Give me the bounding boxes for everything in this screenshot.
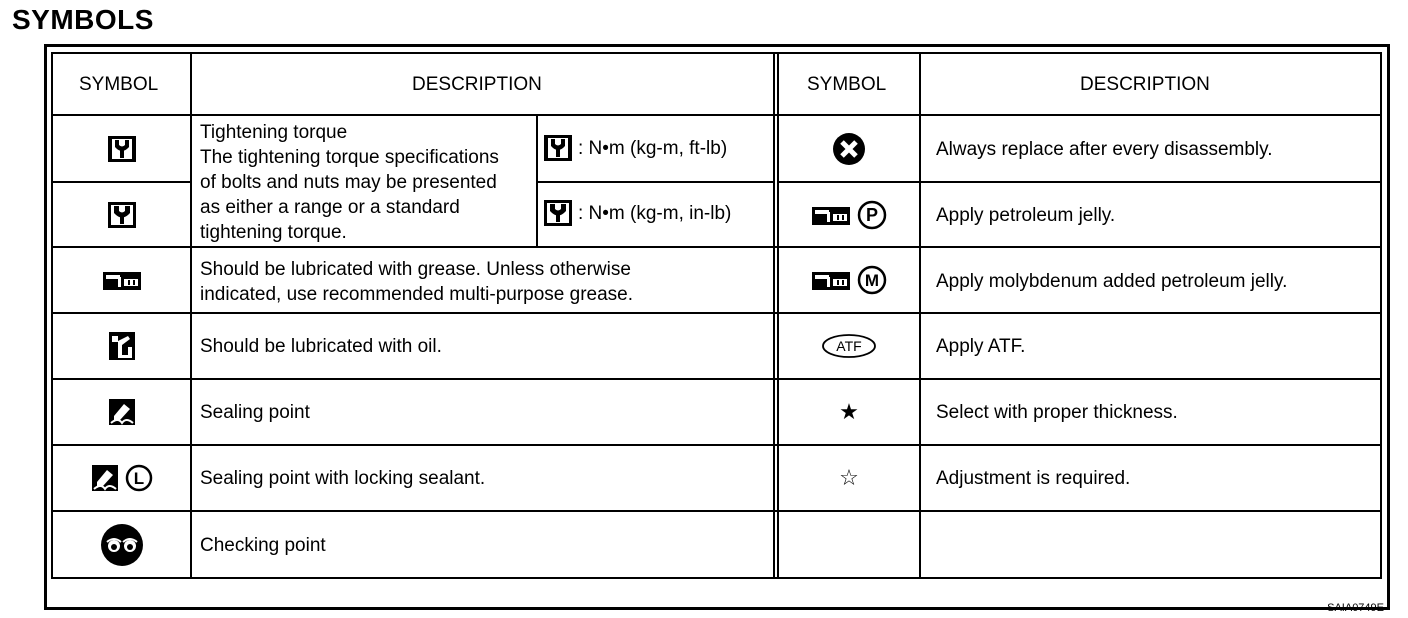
- atf-icon: [779, 314, 919, 378]
- right-description-header: DESCRIPTION: [1080, 74, 1210, 95]
- oil-description: Should be lubricated with oil.: [200, 336, 442, 357]
- svg-text:P: P: [865, 204, 879, 225]
- atf-description: Apply ATF.: [936, 336, 1026, 357]
- adjustment-description: Adjustment is required.: [936, 468, 1131, 489]
- oil-can-icon: [53, 314, 190, 378]
- thickness-description: Select with proper thickness.: [936, 402, 1178, 423]
- torque-unit-icon-closed: [543, 199, 573, 227]
- filled-star-icon: ★: [839, 399, 859, 424]
- locking-circle-icon: [125, 464, 153, 492]
- sealant-icon: [53, 380, 190, 444]
- checking-eyes-icon: [53, 512, 190, 577]
- grease-description-line2: indicated, use recommended multi-purpose grease.: [200, 284, 634, 305]
- sealant-locking-icon: [53, 446, 190, 510]
- sealing-description: Sealing point: [200, 402, 310, 423]
- svg-text:M: M: [864, 271, 880, 290]
- grease-gun-icon: [53, 248, 190, 312]
- molybdenum-jelly-description: Apply molybdenum added petroleum jelly.: [936, 271, 1288, 292]
- left-symbol-header: SYMBOL: [79, 74, 159, 95]
- torque-wrench-closed-icon: [53, 183, 190, 246]
- grease-description-line1: Should be lubricated with grease. Unless otherwise: [200, 259, 631, 280]
- replace-x-icon: [779, 116, 919, 181]
- petroleum-jelly-icon: [779, 183, 919, 246]
- page-title: SYMBOLS: [12, 4, 154, 35]
- svg-text:L: L: [133, 469, 144, 488]
- petroleum-jelly-description: Apply petroleum jelly.: [936, 205, 1116, 226]
- left-description-header: DESCRIPTION: [412, 74, 542, 95]
- checking-description: Checking point: [200, 535, 326, 556]
- torque-unit-ftlb: : N•m (kg-m, ft-lb): [578, 138, 728, 159]
- outline-star-icon: ☆: [839, 465, 859, 490]
- replace-description: Always replace after every disassembly.: [936, 139, 1273, 160]
- molybdenum-jelly-icon: [779, 248, 919, 312]
- torque-wrench-open-icon: [53, 116, 190, 181]
- torque-unit-icon-open: [543, 134, 573, 162]
- torque-unit-inlb: : N•m (kg-m, in-lb): [578, 203, 732, 224]
- figure-code: SAIA0749E: [1327, 602, 1384, 614]
- sealing-locking-description: Sealing point with locking sealant.: [200, 468, 486, 489]
- svg-text:ATF: ATF: [836, 338, 862, 354]
- right-symbol-header: SYMBOL: [807, 74, 887, 95]
